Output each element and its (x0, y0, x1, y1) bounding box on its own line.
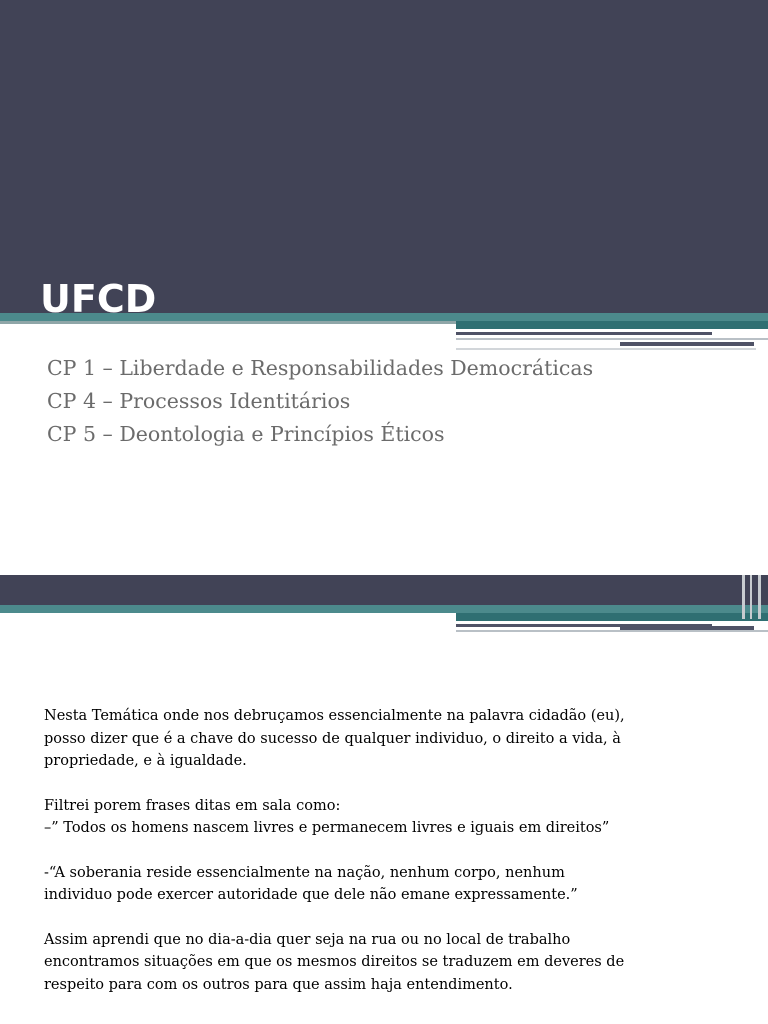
paragraph: -“A soberania reside essencialmente na nação, nenhum corpo, nenhum individuo pode exercer autoridade que dele não emane expressamente.” (44, 864, 578, 903)
stripe-line (456, 338, 768, 340)
teal-stripe (0, 605, 768, 613)
subtitle-line: CP 4 – Processos Identitários (47, 389, 351, 413)
stripe-line (456, 630, 768, 632)
vertical-tick (742, 575, 745, 619)
paragraph: Nesta Temática onde nos debruçamos essencialmente na palavra cidadão (eu), posso dizer que é a chave do sucesso de qualquer individuo, o direito a vida, à propriedade, e à igualdade. (44, 708, 625, 769)
body-text (44, 705, 744, 1018)
header-band (0, 0, 768, 313)
stripe-block (456, 321, 768, 329)
subtitle-list (47, 352, 593, 451)
paragraph: Filtrei porem frases ditas em sala como: –” Todos os homens nascem livres e permanecem livres e iguais em direitos” (44, 797, 610, 836)
stripe-line (456, 348, 756, 350)
subtitle-line: CP 1 – Liberdade e Responsabilidades Democráticas (47, 356, 594, 380)
stripe-line (620, 626, 754, 630)
stripe-block (456, 613, 768, 621)
vertical-tick (758, 575, 761, 619)
stripe-line (620, 342, 754, 346)
subtitle-line: CP 5 – Deontologia e Princípios Éticos (47, 422, 445, 446)
stripe-line (456, 332, 712, 335)
header-band (0, 575, 768, 605)
vertical-tick (750, 575, 752, 619)
content-slide (0, 575, 768, 1024)
paragraph: Assim aprendi que no dia-a-dia quer seja na rua ou no local de trabalho encontramos situações em que os mesmos direitos se traduzem em deveres de respeito para com os outros para que assim haja entendimento. (44, 931, 625, 993)
slide-title: UFCD (40, 277, 157, 321)
